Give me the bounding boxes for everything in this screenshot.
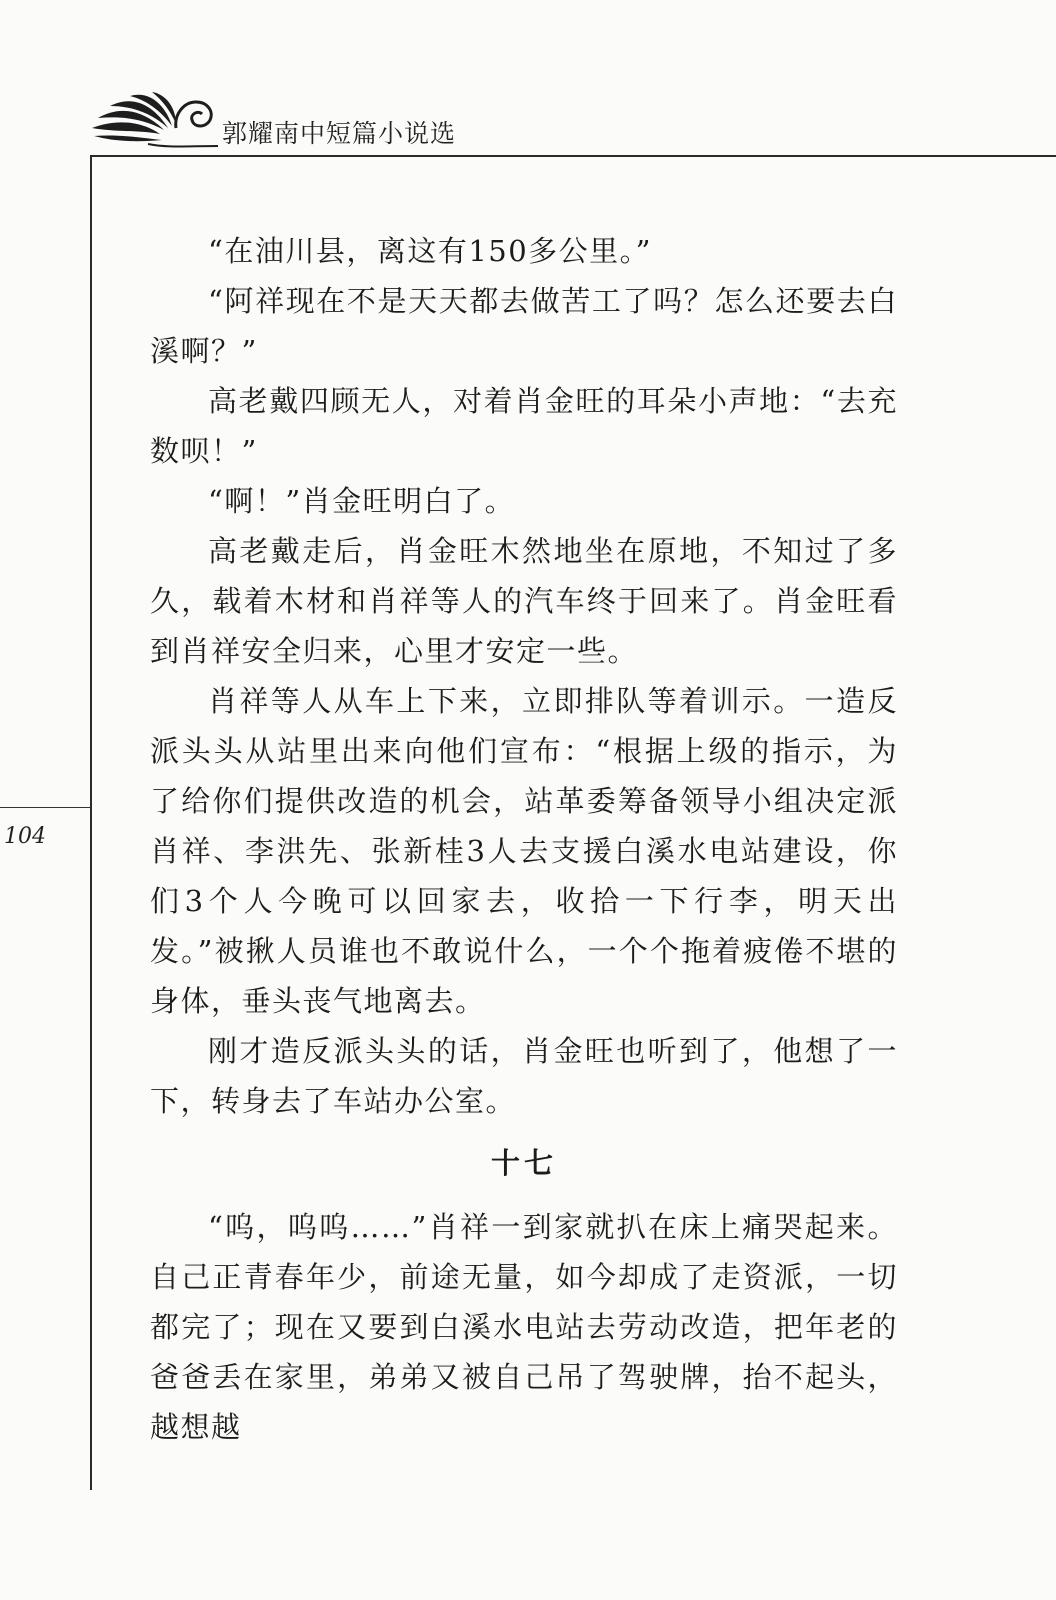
paragraph: “阿祥现在不是天天都去做苦工了吗？怎么还要去白溪啊？” (150, 284, 898, 368)
paragraph: 肖祥等人从车上下来，立即排队等着训示。一造反派头头从站里出来向他们宣布：“根据上级的指示，为了给你们提供改造的机会，站革委筹备领导小组决定派肖祥、李洪先、张新桂3人去支援白溪水电站建设，你们3个人今晚可以回家去，收拾一下行李，明天出发。”被揪人员谁也不敢说什么，一个个拖着疲倦不堪的身体，垂头丧气地离去。 (150, 684, 898, 1018)
flourish-ornament-icon (88, 88, 218, 154)
margin-rule (90, 155, 92, 1490)
book-title: 郭耀南中短篇小说选 (222, 119, 457, 148)
paragraph: 高老戴走后，肖金旺木然地坐在原地，不知过了多久，载着木材和肖祥等人的汽车终于回来了。肖金旺看到肖祥安全归来，心里才安定一些。 (150, 534, 898, 668)
header-rule (90, 155, 1056, 157)
page-number: 104 (4, 824, 46, 849)
paragraph: “啊！”肖金旺明白了。 (208, 484, 516, 518)
paragraph: “在油川县，离这有150多公里。” (208, 234, 653, 268)
section-heading: 十七 (490, 1146, 557, 1180)
paragraph: “呜，呜呜……”肖祥一到家就扒在床上痛哭起来。自己正青春年少，前途无量，如今却成了走资派，一切都完了；现在又要到白溪水电站去劳动改造，把年老的爸爸丢在家里，弟弟又被自己吊了驾驶牌，抬不起头，越想越 (150, 1210, 898, 1444)
paragraph: 高老戴四顾无人，对着肖金旺的耳朵小声地：“去充数呗！” (150, 384, 898, 468)
body-text (150, 226, 898, 1452)
paragraph: 刚才造反派头头的话，肖金旺也听到了，他想了一下，转身去了车站办公室。 (150, 1034, 898, 1118)
page-number-rule (0, 807, 90, 808)
